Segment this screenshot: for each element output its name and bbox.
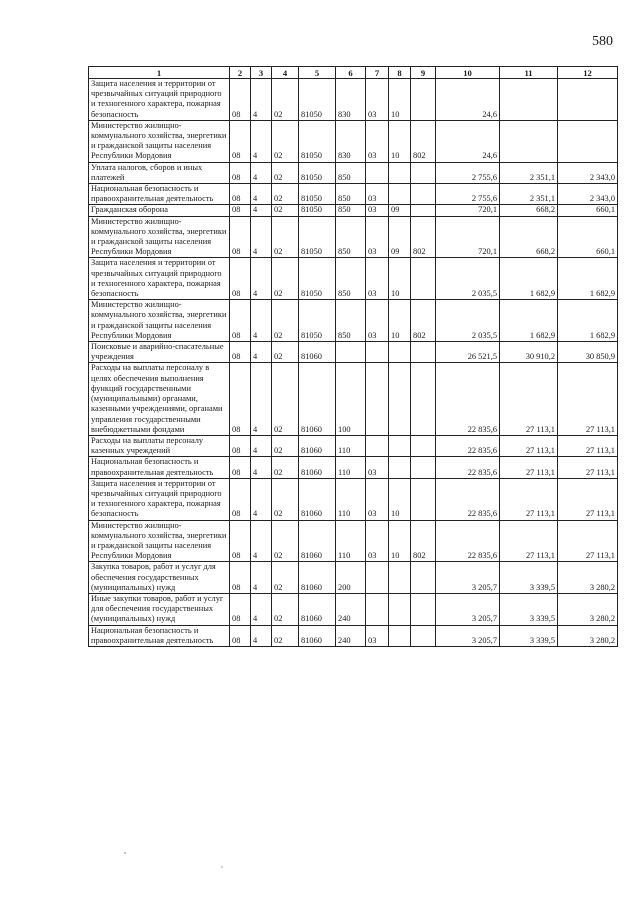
cell-c11: 668,2 bbox=[500, 216, 558, 258]
cell-c8: 10 bbox=[389, 258, 411, 300]
cell-c12: 3 280,2 bbox=[558, 562, 618, 594]
cell-c2: 08 bbox=[230, 625, 251, 646]
cell-c7 bbox=[366, 363, 389, 435]
table-row bbox=[89, 216, 618, 258]
cell-c12: 1 682,9 bbox=[558, 300, 618, 342]
cell-c5: 81060 bbox=[299, 562, 336, 594]
cell-c4: 02 bbox=[272, 625, 299, 646]
cell-c4: 02 bbox=[272, 184, 299, 205]
cell-c6: 830 bbox=[336, 79, 366, 121]
column-header: 3 bbox=[251, 67, 272, 79]
cell-c11: 27 113,1 bbox=[500, 457, 558, 478]
cell-c10: 22 835,6 bbox=[436, 478, 500, 520]
cell-c8: 10 bbox=[389, 79, 411, 121]
cell-c5: 81060 bbox=[299, 363, 336, 435]
row-label: Национальная безопасность и правоохранительная деятельность bbox=[89, 184, 230, 205]
table-row bbox=[89, 435, 618, 456]
cell-c6 bbox=[336, 342, 366, 363]
cell-c9: 802 bbox=[411, 216, 436, 258]
cell-c8 bbox=[389, 562, 411, 594]
cell-c11: 27 113,1 bbox=[500, 478, 558, 520]
column-header: 1 bbox=[89, 67, 230, 79]
cell-c2: 08 bbox=[230, 162, 251, 183]
cell-c11: 3 339,5 bbox=[500, 593, 558, 625]
cell-c12: 3 280,2 bbox=[558, 625, 618, 646]
cell-c4: 02 bbox=[272, 593, 299, 625]
cell-c7 bbox=[366, 162, 389, 183]
column-header: 11 bbox=[500, 67, 558, 79]
cell-c3: 4 bbox=[251, 184, 272, 205]
cell-c12: 27 113,1 bbox=[558, 363, 618, 435]
column-header: 5 bbox=[299, 67, 336, 79]
cell-c12: 30 850,9 bbox=[558, 342, 618, 363]
cell-c7: 03 bbox=[366, 625, 389, 646]
cell-c9 bbox=[411, 562, 436, 594]
cell-c11: 27 113,1 bbox=[500, 363, 558, 435]
cell-c12: 27 113,1 bbox=[558, 478, 618, 520]
row-label: Защита населения и территории от чрезвычайных ситуаций природного и техногенного характера, пожарная безопасность bbox=[89, 258, 230, 300]
cell-c7 bbox=[366, 562, 389, 594]
cell-c3: 4 bbox=[251, 120, 272, 162]
scan-specks bbox=[0, 845, 640, 875]
cell-c4: 02 bbox=[272, 457, 299, 478]
cell-c4: 02 bbox=[272, 342, 299, 363]
cell-c2: 08 bbox=[230, 216, 251, 258]
cell-c4: 02 bbox=[272, 79, 299, 121]
row-label: Национальная безопасность и правоохранительная деятельность bbox=[89, 457, 230, 478]
cell-c4: 02 bbox=[272, 520, 299, 562]
cell-c3: 4 bbox=[251, 216, 272, 258]
cell-c6: 240 bbox=[336, 625, 366, 646]
cell-c6: 100 bbox=[336, 363, 366, 435]
cell-c7 bbox=[366, 342, 389, 363]
row-label: Национальная безопасность и правоохранительная деятельность bbox=[89, 625, 230, 646]
table-row bbox=[89, 625, 618, 646]
row-label: Расходы на выплаты персоналу казенных учреждений bbox=[89, 435, 230, 456]
cell-c11: 1 682,9 bbox=[500, 258, 558, 300]
cell-c4: 02 bbox=[272, 562, 299, 594]
cell-c11: 1 682,9 bbox=[500, 300, 558, 342]
cell-c4: 02 bbox=[272, 478, 299, 520]
cell-c5: 81050 bbox=[299, 258, 336, 300]
table-row bbox=[89, 184, 618, 205]
cell-c3: 4 bbox=[251, 205, 272, 216]
column-header: 9 bbox=[411, 67, 436, 79]
cell-c8 bbox=[389, 363, 411, 435]
table-row bbox=[89, 478, 618, 520]
cell-c2: 08 bbox=[230, 457, 251, 478]
cell-c10: 3 205,7 bbox=[436, 625, 500, 646]
cell-c12 bbox=[558, 120, 618, 162]
cell-c12: 1 682,9 bbox=[558, 258, 618, 300]
table-row bbox=[89, 205, 618, 216]
cell-c11: 27 113,1 bbox=[500, 520, 558, 562]
row-label: Министерство жилищно-коммунального хозяйства, энергетики и гражданской защиты населения Республики Мордовия bbox=[89, 520, 230, 562]
cell-c5: 81050 bbox=[299, 216, 336, 258]
cell-c3: 4 bbox=[251, 258, 272, 300]
row-label: Закупка товаров, работ и услуг для обеспечения государственных (муниципальных) нужд bbox=[89, 562, 230, 594]
budget-table bbox=[88, 66, 618, 647]
cell-c11: 3 339,5 bbox=[500, 562, 558, 594]
cell-c6: 830 bbox=[336, 120, 366, 162]
column-header: 4 bbox=[272, 67, 299, 79]
cell-c11: 2 351,1 bbox=[500, 162, 558, 183]
row-label: Иные закупки товаров, работ и услуг для обеспечения государственных (муниципальных) нужд bbox=[89, 593, 230, 625]
table-row bbox=[89, 342, 618, 363]
cell-c8 bbox=[389, 342, 411, 363]
cell-c12: 660,1 bbox=[558, 216, 618, 258]
cell-c9 bbox=[411, 184, 436, 205]
cell-c4: 02 bbox=[272, 363, 299, 435]
cell-c11 bbox=[500, 79, 558, 121]
cell-c7: 03 bbox=[366, 205, 389, 216]
cell-c9 bbox=[411, 342, 436, 363]
cell-c11: 2 351,1 bbox=[500, 184, 558, 205]
cell-c10: 2 035,5 bbox=[436, 300, 500, 342]
cell-c10: 720,1 bbox=[436, 216, 500, 258]
row-label: Расходы на выплаты персоналу в целях обеспечения выполнения функций государственными (муниципальными) органами, казенными учреждениями, органами управления государственными внебюджетными фондами bbox=[89, 363, 230, 435]
header-row bbox=[89, 67, 618, 79]
cell-c12: 3 280,2 bbox=[558, 593, 618, 625]
cell-c4: 02 bbox=[272, 205, 299, 216]
row-label: Защита населения и территории от чрезвычайных ситуаций природного и техногенного характера, пожарная безопасность bbox=[89, 478, 230, 520]
cell-c7: 03 bbox=[366, 478, 389, 520]
column-header: 8 bbox=[389, 67, 411, 79]
table-row bbox=[89, 520, 618, 562]
page-number: 580 bbox=[592, 34, 613, 49]
cell-c9: 802 bbox=[411, 300, 436, 342]
cell-c9 bbox=[411, 435, 436, 456]
table-row bbox=[89, 457, 618, 478]
cell-c11 bbox=[500, 120, 558, 162]
cell-c11: 668,2 bbox=[500, 205, 558, 216]
cell-c12: 27 113,1 bbox=[558, 520, 618, 562]
cell-c2: 08 bbox=[230, 79, 251, 121]
cell-c9 bbox=[411, 258, 436, 300]
cell-c9 bbox=[411, 363, 436, 435]
cell-c5: 81060 bbox=[299, 520, 336, 562]
cell-c9: 802 bbox=[411, 120, 436, 162]
cell-c9 bbox=[411, 478, 436, 520]
cell-c8: 10 bbox=[389, 120, 411, 162]
table-row bbox=[89, 363, 618, 435]
cell-c2: 08 bbox=[230, 184, 251, 205]
table-row bbox=[89, 562, 618, 594]
cell-c3: 4 bbox=[251, 457, 272, 478]
cell-c9 bbox=[411, 593, 436, 625]
cell-c2: 08 bbox=[230, 478, 251, 520]
cell-c6: 850 bbox=[336, 205, 366, 216]
row-label: Министерство жилищно-коммунального хозяйства, энергетики и гражданской защиты населения Республики Мордовия bbox=[89, 300, 230, 342]
column-header: 6 bbox=[336, 67, 366, 79]
cell-c10: 2 755,6 bbox=[436, 162, 500, 183]
cell-c7: 03 bbox=[366, 120, 389, 162]
cell-c10: 22 835,6 bbox=[436, 457, 500, 478]
cell-c12: 2 343,0 bbox=[558, 162, 618, 183]
cell-c10: 2 035,5 bbox=[436, 258, 500, 300]
cell-c5: 81060 bbox=[299, 435, 336, 456]
cell-c2: 08 bbox=[230, 593, 251, 625]
cell-c8 bbox=[389, 184, 411, 205]
row-label: Министерство жилищно-коммунального хозяйства, энергетики и гражданской защиты населения Республики Мордовия bbox=[89, 216, 230, 258]
cell-c9 bbox=[411, 625, 436, 646]
cell-c9 bbox=[411, 79, 436, 121]
row-label: Уплата налогов, сборов и иных платежей bbox=[89, 162, 230, 183]
cell-c8 bbox=[389, 625, 411, 646]
cell-c5: 81060 bbox=[299, 625, 336, 646]
cell-c3: 4 bbox=[251, 478, 272, 520]
cell-c6: 850 bbox=[336, 184, 366, 205]
cell-c12: 27 113,1 bbox=[558, 457, 618, 478]
cell-c2: 08 bbox=[230, 205, 251, 216]
cell-c7: 03 bbox=[366, 520, 389, 562]
cell-c3: 4 bbox=[251, 593, 272, 625]
cell-c9 bbox=[411, 162, 436, 183]
cell-c12: 660,1 bbox=[558, 205, 618, 216]
cell-c11: 30 910,2 bbox=[500, 342, 558, 363]
row-label: Защита населения и территории от чрезвычайных ситуаций природного и техногенного характера, пожарная безопасность bbox=[89, 79, 230, 121]
row-label: Поисковые и аварийно-спасательные учреждения bbox=[89, 342, 230, 363]
cell-c7 bbox=[366, 593, 389, 625]
cell-c8: 09 bbox=[389, 216, 411, 258]
cell-c6: 110 bbox=[336, 478, 366, 520]
cell-c6: 110 bbox=[336, 435, 366, 456]
cell-c9: 802 bbox=[411, 520, 436, 562]
cell-c2: 08 bbox=[230, 342, 251, 363]
cell-c10: 24,6 bbox=[436, 79, 500, 121]
cell-c8 bbox=[389, 593, 411, 625]
cell-c3: 4 bbox=[251, 363, 272, 435]
table-row bbox=[89, 79, 618, 121]
cell-c6: 850 bbox=[336, 300, 366, 342]
row-label: Министерство жилищно-коммунального хозяйства, энергетики и гражданской защиты населения Республики Мордовия bbox=[89, 120, 230, 162]
cell-c10: 22 835,6 bbox=[436, 363, 500, 435]
cell-c5: 81050 bbox=[299, 300, 336, 342]
cell-c4: 02 bbox=[272, 216, 299, 258]
cell-c7: 03 bbox=[366, 79, 389, 121]
cell-c8 bbox=[389, 162, 411, 183]
cell-c12 bbox=[558, 79, 618, 121]
cell-c8: 10 bbox=[389, 520, 411, 562]
cell-c8 bbox=[389, 435, 411, 456]
cell-c5: 81060 bbox=[299, 342, 336, 363]
cell-c6: 850 bbox=[336, 162, 366, 183]
cell-c8: 10 bbox=[389, 300, 411, 342]
cell-c2: 08 bbox=[230, 300, 251, 342]
cell-c5: 81050 bbox=[299, 79, 336, 121]
cell-c5: 81060 bbox=[299, 457, 336, 478]
cell-c3: 4 bbox=[251, 79, 272, 121]
cell-c7 bbox=[366, 435, 389, 456]
column-header: 2 bbox=[230, 67, 251, 79]
cell-c7: 03 bbox=[366, 184, 389, 205]
cell-c5: 81050 bbox=[299, 205, 336, 216]
cell-c4: 02 bbox=[272, 258, 299, 300]
cell-c4: 02 bbox=[272, 120, 299, 162]
cell-c9 bbox=[411, 205, 436, 216]
cell-c5: 81060 bbox=[299, 478, 336, 520]
column-header: 7 bbox=[366, 67, 389, 79]
cell-c4: 02 bbox=[272, 162, 299, 183]
cell-c6: 240 bbox=[336, 593, 366, 625]
table-row bbox=[89, 162, 618, 183]
cell-c3: 4 bbox=[251, 520, 272, 562]
cell-c2: 08 bbox=[230, 258, 251, 300]
cell-c2: 08 bbox=[230, 120, 251, 162]
cell-c10: 3 205,7 bbox=[436, 562, 500, 594]
cell-c2: 08 bbox=[230, 520, 251, 562]
cell-c5: 81050 bbox=[299, 162, 336, 183]
cell-c4: 02 bbox=[272, 300, 299, 342]
cell-c6: 110 bbox=[336, 457, 366, 478]
cell-c5: 81050 bbox=[299, 120, 336, 162]
cell-c10: 3 205,7 bbox=[436, 593, 500, 625]
cell-c3: 4 bbox=[251, 300, 272, 342]
cell-c6: 850 bbox=[336, 258, 366, 300]
cell-c12: 2 343,0 bbox=[558, 184, 618, 205]
cell-c2: 08 bbox=[230, 363, 251, 435]
cell-c9 bbox=[411, 457, 436, 478]
cell-c12: 27 113,1 bbox=[558, 435, 618, 456]
cell-c3: 4 bbox=[251, 342, 272, 363]
cell-c3: 4 bbox=[251, 162, 272, 183]
cell-c11: 3 339,5 bbox=[500, 625, 558, 646]
cell-c3: 4 bbox=[251, 562, 272, 594]
cell-c10: 26 521,5 bbox=[436, 342, 500, 363]
column-header: 12 bbox=[558, 67, 618, 79]
cell-c6: 110 bbox=[336, 520, 366, 562]
cell-c7: 03 bbox=[366, 300, 389, 342]
cell-c11: 27 113,1 bbox=[500, 435, 558, 456]
cell-c4: 02 bbox=[272, 435, 299, 456]
table-row bbox=[89, 593, 618, 625]
cell-c5: 81050 bbox=[299, 184, 336, 205]
cell-c10: 24,6 bbox=[436, 120, 500, 162]
column-header: 10 bbox=[436, 67, 500, 79]
cell-c7: 03 bbox=[366, 216, 389, 258]
cell-c6: 850 bbox=[336, 216, 366, 258]
cell-c10: 2 755,6 bbox=[436, 184, 500, 205]
cell-c3: 4 bbox=[251, 625, 272, 646]
cell-c6: 200 bbox=[336, 562, 366, 594]
table-row bbox=[89, 120, 618, 162]
cell-c3: 4 bbox=[251, 435, 272, 456]
cell-c2: 08 bbox=[230, 562, 251, 594]
cell-c10: 720,1 bbox=[436, 205, 500, 216]
cell-c10: 22 835,6 bbox=[436, 435, 500, 456]
cell-c8 bbox=[389, 457, 411, 478]
table-row bbox=[89, 258, 618, 300]
row-label: Гражданская оборона bbox=[89, 205, 230, 216]
cell-c7: 03 bbox=[366, 258, 389, 300]
cell-c8: 09 bbox=[389, 205, 411, 216]
cell-c2: 08 bbox=[230, 435, 251, 456]
cell-c5: 81060 bbox=[299, 593, 336, 625]
cell-c10: 22 835,6 bbox=[436, 520, 500, 562]
table-row bbox=[89, 300, 618, 342]
cell-c8: 10 bbox=[389, 478, 411, 520]
cell-c7: 03 bbox=[366, 457, 389, 478]
